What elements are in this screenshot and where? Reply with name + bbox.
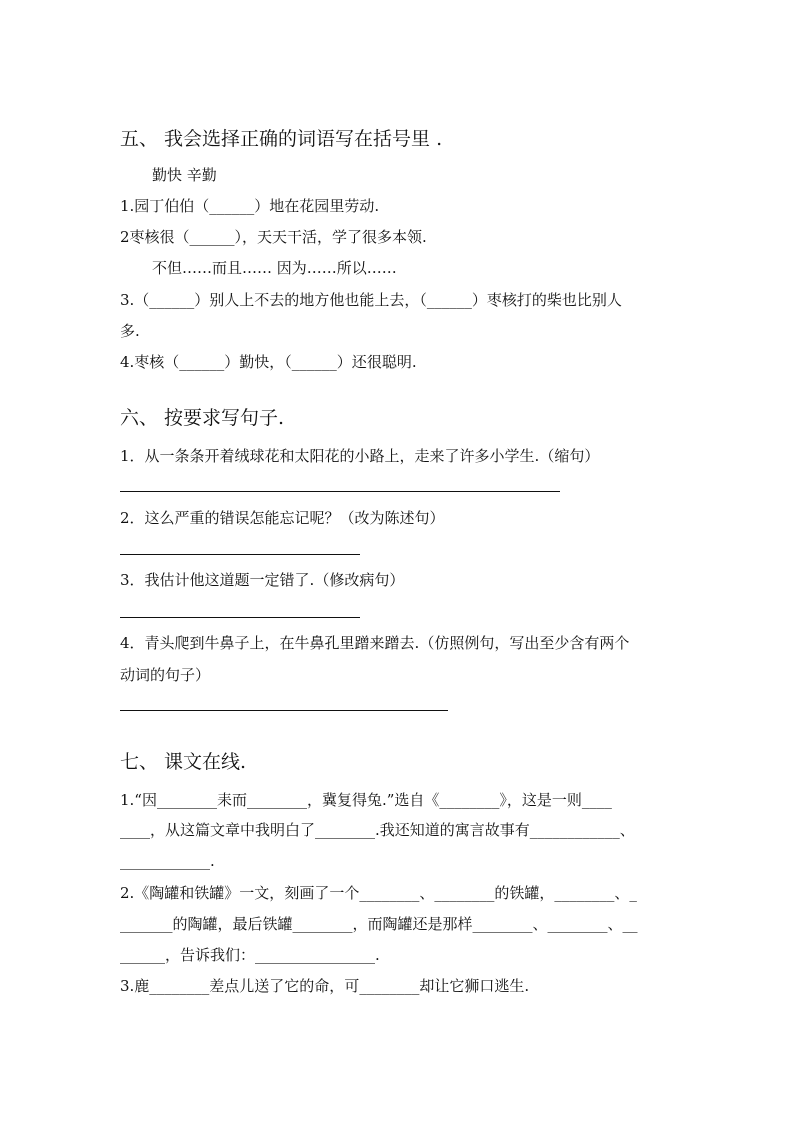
section-7-question-3: 3.鹿________差点儿送了它的命，可________却让它狮口逃生. [120, 977, 530, 995]
section-6-question-2: 2．这么严重的错误怎能忘记呢？（改为陈述句） [120, 509, 445, 527]
section-6-heading: 六、 按要求写句子. [120, 407, 285, 429]
answer-line-3[interactable] [120, 617, 360, 618]
section-5-question-3-line-2: 多. [120, 322, 140, 340]
section-5-question-2: 2枣核很（______），天天干活，学了很多本领. [120, 228, 427, 246]
section-7-heading: 七、 课文在线. [120, 751, 247, 773]
section-7-question-1-line-1: 1.“因________耒而________，冀复得兔.”选自《________》，这是一则____ [120, 791, 612, 809]
section-7-question-2-line-3: ______，告诉我们：________________. [120, 946, 380, 964]
section-6-question-1: 1．从一条条开着绒球花和太阳花的小路上，走来了许多小学生.（缩句） [120, 447, 600, 465]
section-7-question-2-line-1: 2.《陶罐和铁罐》一文，刻画了一个________、________的铁罐，________、_ [120, 884, 637, 902]
answer-line-4[interactable] [120, 710, 448, 711]
section-6-question-4-line-1: 4．青头爬到牛鼻子上，在牛鼻孔里蹭来蹭去.（仿照例句，写出至少含有两个 [120, 634, 630, 652]
answer-line-2[interactable] [120, 554, 360, 555]
section-7-question-1-line-3: ____________. [120, 852, 215, 870]
section-5-question-1: 1.园丁伯伯（______）地在花园里劳动. [120, 197, 380, 215]
section-5-question-3-line-1: 3.（______）别人上不去的地方他也能上去，（______）枣核打的柴也比别人 [120, 291, 622, 309]
word-choices-2: 不但……而且…… 因为……所以…… [152, 259, 397, 277]
section-5-question-4: 4.枣核（______）勤快，（______）还很聪明. [120, 353, 417, 371]
section-6-question-3: 3．我估计他这道题一定错了.（修改病句） [120, 571, 405, 589]
section-7-question-2-line-2: _______的陶罐，最后铁罐________，而陶罐还是那样________、________、__ [120, 915, 638, 933]
word-choices-1: 勤快 辛勤 [152, 166, 217, 184]
section-6-question-4-line-2: 动词的句子） [120, 666, 211, 684]
answer-line-1[interactable] [120, 491, 560, 492]
section-5-heading: 五、 我会选择正确的词语写在括号里 . [120, 128, 443, 150]
section-7-question-1-line-2: ____，从这篇文章中我明白了________.我还知道的寓言故事有____________、 [120, 821, 635, 839]
